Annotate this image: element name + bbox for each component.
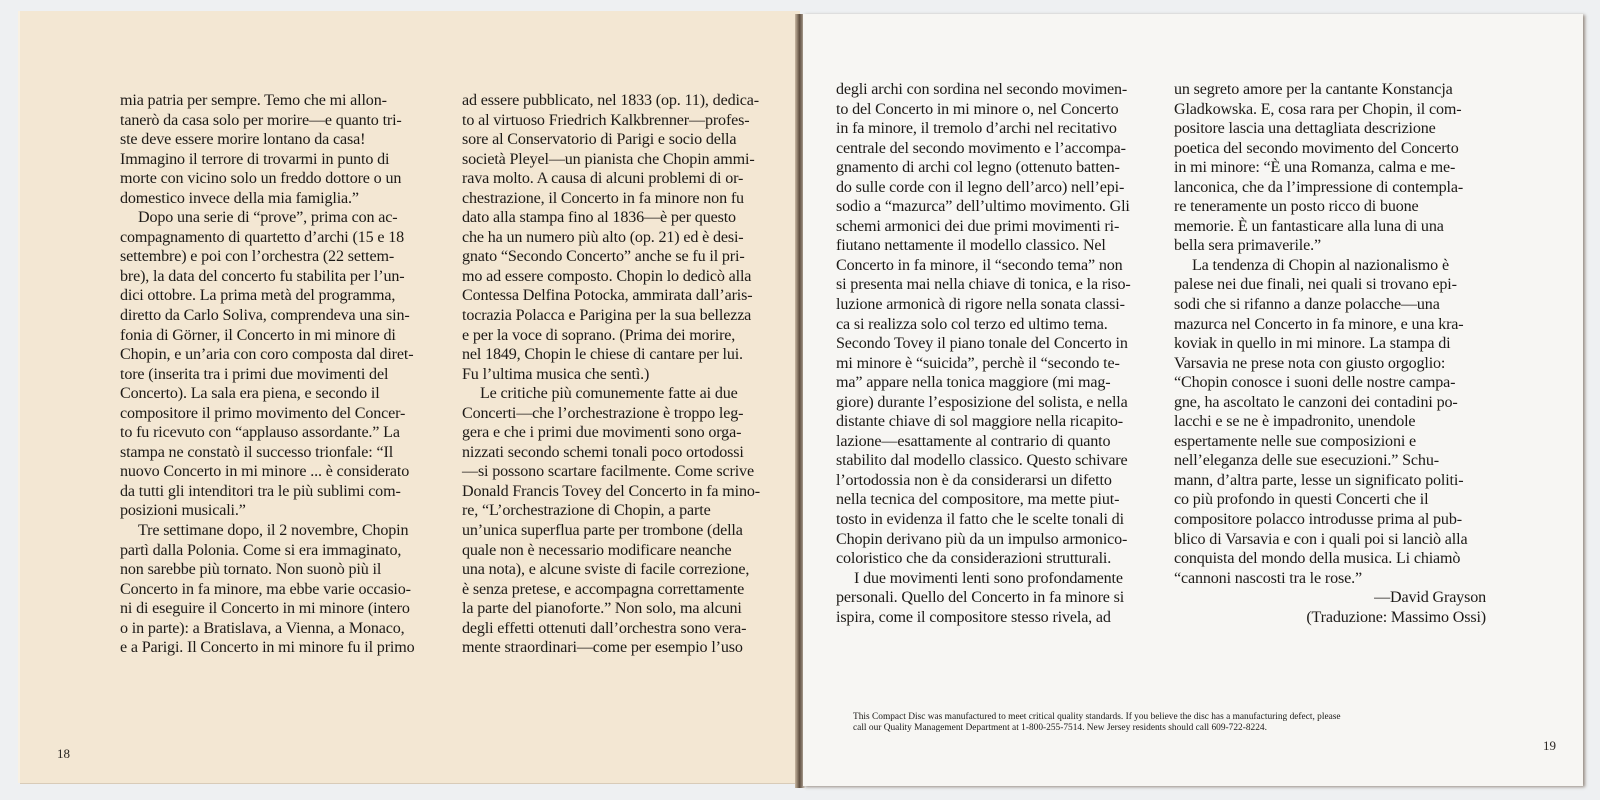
text-line: Concerti—che l’orchestrazione è troppo leg- <box>462 404 744 422</box>
text-line: un’unica superflua parte per trombone (della <box>462 522 743 540</box>
text-line: Contessa Delfina Potocka, ammirata dall’aris- <box>462 287 753 305</box>
text-line: nizzati secondo schemi tonali poco ortodossi <box>462 443 744 461</box>
text-line: Fu l’ultima musica che sentì.) <box>462 365 650 383</box>
text-line: blico di Varsavia e con i quali poi si lanciò alla <box>1174 530 1468 548</box>
author-signature: —David Grayson <box>1374 589 1486 607</box>
text-line: Chopin derivano più da un impulso armonico- <box>836 530 1128 548</box>
text-line: mi minore è “suicida”, perchè il “secondo te- <box>836 354 1120 372</box>
text-line: gnamento di archi col legno (ottenuto batten- <box>836 159 1120 177</box>
text-line: ma” appare nella tonica maggiore (mi mag- <box>836 374 1111 392</box>
text-line: ad essere pubblicato, nel 1833 (op. 11), dedica- <box>462 92 759 109</box>
text-line: “cannoni nascosti tra le rose.” <box>1174 569 1362 587</box>
text-line: re teneramente un posto ricco di buone <box>1174 198 1419 216</box>
text-line: da tutti gli intenditori tra le più sublimi com- <box>120 482 401 500</box>
text-line: l’ortodossia non è da considerarsi un difetto <box>836 471 1112 489</box>
text-line: luzione armonicà di rigore nella sonata classi- <box>836 296 1125 314</box>
text-line: coloristico che da considerazioni strutturali. <box>836 550 1112 568</box>
text-line: koviak in quello in mi minore. La stampa di <box>1174 335 1451 353</box>
text-line: re, “L’orchestrazione di Chopin, a parte <box>462 502 711 520</box>
column-2 <box>462 91 774 658</box>
text-line: Immagino il terrore di trovarmi in punto di <box>120 150 390 168</box>
text-line: e per la voce di soprano. (Prima dei morire, <box>462 326 736 344</box>
text-line: Chopin, e un’aria con coro composta dal diret- <box>120 346 414 364</box>
text-line: gera e che i primi due movimenti sono orga- <box>462 424 742 442</box>
text-line: compositore il primo movimento del Concer- <box>120 404 406 422</box>
text-line: do sulle corde con il legno dell’arco) nell’epi- <box>836 178 1125 196</box>
text-line: espertamente nelle sue composizioni e <box>1174 432 1417 450</box>
text-line: diretto da Carlo Soliva, comprendeva una sin- <box>120 307 410 325</box>
text-line: giore) durante l’esposizione del solista, e nella <box>836 393 1128 411</box>
quality-disclaimer <box>853 712 1341 734</box>
text-line: posizioni musicali.” <box>120 502 246 520</box>
text-line: dato alla stampa fino al 1836—è per questo <box>462 209 736 227</box>
text-line: stampa ne constatò il successo trionfale: “Il <box>120 443 394 461</box>
text-line: degli effetti ottenuti dall’orchestra sono vera- <box>462 619 747 637</box>
text-line: un segreto amore per la cantante Konstancja <box>1174 81 1453 98</box>
text-line: nell’eleganza delle sue esecuzioni.” Schu- <box>1174 452 1439 470</box>
text-line: palese nei due finali, nei quali si trovano epi- <box>1174 276 1457 294</box>
text-line: to del Concerto in mi minore o, nel Concerto <box>836 100 1119 118</box>
text-line: memorie. È un fantasticare alla luna di una <box>1174 217 1444 235</box>
text-line: Gladkowska. E, cosa rara per Chopin, il com- <box>1174 100 1462 118</box>
text-line: una nota), e alcune sviste di facile correzione, <box>462 561 750 579</box>
translation-credit: (Traduzione: Massimo Ossi) <box>1306 608 1486 626</box>
text-line: gnato “Secondo Concerto” anche se fu il pri- <box>462 248 745 266</box>
text-line: centrale del secondo movimento e l’accompa- <box>836 139 1126 157</box>
text-line: mia patria per sempre. Temo che mi allon- <box>120 92 387 109</box>
text-line: gne, ha ascoltato le canzoni dei contadini po- <box>1174 393 1458 411</box>
text-line: tanerò da casa solo per morire—e quanto tri- <box>120 111 402 129</box>
text-line: tocrazia Polacca e Parigina per la sua bellezza <box>462 307 752 325</box>
text-line: sodio a “mazurca” dell’ultimo movimento. Gli <box>836 198 1130 216</box>
text-line: morte con vicino solo un freddo dottore o un <box>120 170 402 188</box>
text-line: è senza pretese, e accompagna correttamente <box>462 580 745 598</box>
text-line: che ha un numero più alto (op. 21) ed è desi- <box>462 228 744 246</box>
text-line: nella tecnica del compositore, ma mette piut- <box>836 491 1120 509</box>
text-line: lazione—esattamente al contrario di quanto <box>836 432 1111 450</box>
text-line: Le critiche più comunemente fatte ai due <box>480 385 738 403</box>
text-line: poetica del secondo movimento del Concerto <box>1174 139 1459 157</box>
text-line: tosto in evidenza il fatto che le scelte tonali di <box>836 511 1124 529</box>
text-line: società Pleyel—un pianista che Chopin ammi- <box>462 150 755 168</box>
column-3 <box>836 80 1148 627</box>
text-line: fiutano nettamente il modello classico. Nel <box>836 237 1106 255</box>
text-line: domestico invece della mia famiglia.” <box>120 189 359 207</box>
text-line: Dopo una serie di “prove”, prima con ac- <box>138 209 398 227</box>
text-line: sodi che si rifanno a danze polacche—una <box>1174 296 1440 314</box>
text-line: personali. Quello del Concerto in fa minore si <box>836 589 1125 607</box>
text-line: positore lascia una dettagliata descrizione <box>1174 120 1436 138</box>
text-line: nuovo Concerto in mi minore ... è considerato <box>120 463 410 481</box>
text-line: lanconica, che da l’impressione di contempla- <box>1174 178 1464 196</box>
text-line: Concerto in fa minore, ma ebbe varie occasio- <box>120 580 411 598</box>
text-line: Donald Francis Tovey del Concerto in fa mino- <box>462 482 760 500</box>
text-line: o in parte): a Bratislava, a Vienna, a Monaco, <box>120 619 405 637</box>
text-line: si presenta mai nella chiave di tonica, e la riso- <box>836 276 1131 294</box>
disclaimer-line-1: This Compact Disc was manufactured to meet critical quality standards. If you believe the disc has a manufacturing defect, please <box>853 712 1341 722</box>
text-line: in mi minore: “È una Romanza, calma e me- <box>1174 159 1456 177</box>
text-line: la parte del pianoforte.” Non solo, ma alcuni <box>462 600 742 618</box>
text-line: mente straordinari—come per esempio l’uso <box>462 639 743 657</box>
page-number-left: 18 <box>57 746 70 761</box>
text-line: partì dalla Polonia. Come si era immaginato, <box>120 541 402 559</box>
text-line: conquista del mondo della musica. Li chiamò <box>1174 550 1461 568</box>
text-line: to fu ricevuto con “applauso assordante.” La <box>120 424 400 442</box>
text-line: lacchi e se ne è impadronito, unendole <box>1174 413 1416 431</box>
text-line: to al virtuoso Friedrich Kalkbrenner—profes- <box>462 111 750 129</box>
text-line: mazurca nel Concerto in fa minore, e una kra- <box>1174 315 1464 333</box>
text-line: bre), la data del concerto fu stabilita per l’un- <box>120 267 405 285</box>
text-line: co più profondo in questi Concerti che il <box>1174 491 1429 509</box>
text-line: tore (inserita tra i primi due movimenti del <box>120 365 389 383</box>
text-line: “Chopin conosce i suoni delle nostre campa- <box>1174 374 1456 392</box>
text-line: degli archi con sordina nel secondo movimen- <box>836 81 1128 98</box>
text-line: La tendenza di Chopin al nazionalismo è <box>1192 256 1449 274</box>
text-line: ispira, come il compositore stesso rivela, ad <box>836 608 1111 626</box>
text-line: nel 1849, Chopin le chiese di cantare per lui. <box>462 346 743 364</box>
disclaimer-line-2: call our Quality Management Department at 1-800-255-7514. New Jersey residents should call 609-722-8224. <box>853 723 1267 733</box>
text-line: —si possono scartare facilmente. Come scrive <box>462 463 754 481</box>
text-line: Varsavia ne prese nota con giusto orgoglio: <box>1174 354 1446 372</box>
text-line: dici ottobre. La prima metà del programma, <box>120 287 396 305</box>
text-line: compagnamento di quartetto d’archi (15 e 18 <box>120 228 405 246</box>
text-line: bella sera primaverile.” <box>1174 237 1321 255</box>
text-line: Concerto in fa minore, il “secondo tema” non <box>836 256 1123 274</box>
text-line: non sarebbe più tornato. Non suonò più il <box>120 561 382 579</box>
text-line: schemi armonici dei due primi movimenti ri- <box>836 217 1120 235</box>
text-line: in fa minore, il tremolo d’archi nel recitativo <box>836 120 1117 138</box>
text-line: compositore polacco introdusse prima al pub- <box>1174 511 1462 529</box>
text-line: e a Parigi. Il Concerto in mi minore fu il primo <box>120 639 415 657</box>
text-line: quale non è necessario modificare neanche <box>462 541 732 559</box>
text-line: I due movimenti lenti sono profondamente <box>854 569 1123 587</box>
text-line: rava molto. A causa di alcuni problemi di or- <box>462 170 744 188</box>
page-number-right: 19 <box>1543 738 1556 753</box>
text-line: sore al Conservatorio di Parigi e socio della <box>462 131 737 149</box>
text-line: ni di eseguire il Concerto in mi minore (intero <box>120 600 410 618</box>
text-line: mann, d’altra parte, lesse un significato politi- <box>1174 471 1464 489</box>
text-line: ste deve essere morire lontano da casa! <box>120 131 366 149</box>
text-line: settembre) e poi con l’orchestra (22 settem- <box>120 248 395 266</box>
column-4 <box>1174 80 1486 627</box>
text-line: fonia di Görner, il Concerto in mi minore di <box>120 326 396 344</box>
column-1 <box>120 91 432 658</box>
text-line: Tre settimane dopo, il 2 novembre, Chopin <box>138 522 409 540</box>
text-line: chestrazione, il Concerto in fa minore non fu <box>462 189 744 207</box>
text-line: ca si realizza solo col terzo ed ultimo tema. <box>836 315 1108 333</box>
text-line: Concerto). La sala era piena, e secondo il <box>120 385 380 403</box>
text-line: stabilito dal modello classico. Questo schivare <box>836 452 1128 470</box>
text-line: mo ad essere composto. Chopin lo dedicò alla <box>462 267 752 285</box>
text-line: distante chiave di sol maggiore nella ricapito- <box>836 413 1124 431</box>
text-line: Secondo Tovey il piano tonale del Concerto in <box>836 335 1128 353</box>
